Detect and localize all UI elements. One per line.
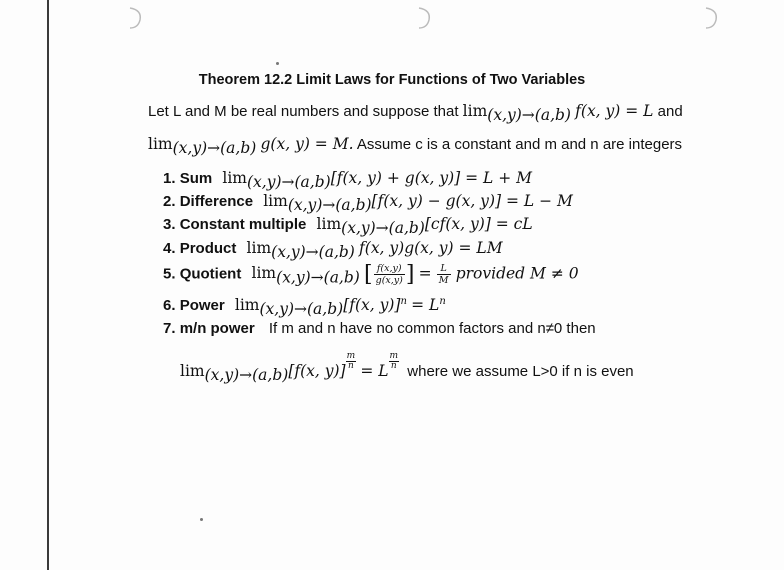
law-expression: [f(x, y) − g(x, y)] = L − M [371,192,573,210]
bracket-open: [ [364,262,373,287]
law-name: m/n power [179,320,255,337]
intro-line-1 [148,102,683,124]
fraction-denominator: g(x,y) [375,275,403,286]
exponent: n [400,296,407,307]
fraction-denominator: M [438,275,449,286]
law-expression: [f(x, y) + g(x, y)] = L + M [330,169,533,187]
formula-condition: where we assume L>0 if n is even [407,363,634,380]
speck [276,62,279,65]
punch-hole-icon [415,6,433,30]
formula-expression: [f(x, y)] [288,362,346,380]
law-number: 4. [163,240,176,257]
exponent-denominator: n [390,361,397,371]
law-condition: provided M ≠ 0 [455,264,579,283]
fractional-exponent [389,352,400,371]
law-power [163,296,446,318]
fraction-numerator: f(x,y) [374,263,405,275]
law-sum [163,169,532,191]
lim-subscript: (x,y)→(a,b) [259,300,344,318]
quotient-fraction [374,263,405,286]
law-text: If m and n have no common factors and n≠0 then [268,320,596,337]
law-name: Constant multiple [179,216,307,233]
lim-subscript: (x,y)→(a,b) [271,243,355,261]
fractional-exponent [346,352,357,371]
lim-subscript: (x,y)→(a,b) [172,139,257,157]
lim-subscript: (x,y)→(a,b) [487,106,571,124]
lim-subscript: (x,y)→(a,b) [247,173,331,191]
exponent: n [439,296,446,307]
law-result: = L [411,296,440,314]
exponent-denominator: n [347,361,354,371]
law-expression: f(x, y)g(x, y) = LM [359,239,503,257]
lim-subscript: (x,y)→(a,b) [276,268,360,287]
law-name: Power [179,297,225,314]
intro-text: Assume c is a constant and m and n are integers [356,136,683,153]
exponent-numerator: m [346,351,356,361]
law-number: 6. [163,297,176,314]
law-number: 1. [163,170,176,187]
law-constant-multiple [163,215,533,237]
law-name: Difference [179,193,254,210]
law-number: 2. [163,193,176,210]
lim-operator: lim [148,135,173,153]
punch-hole-icon [126,6,144,30]
lim-operator: lim [180,362,205,380]
law-quotient [163,262,579,287]
limit-expression: g(x, y) = M. [260,135,354,153]
law-number: 7. [163,320,176,337]
speck [200,518,203,521]
theorem-title: Theorem 12.2 Limit Laws for Functions of Two Variables [198,72,586,88]
equals-sign: = [418,264,432,283]
lim-operator: lim [462,102,488,120]
intro-text: and [657,103,683,120]
intro-text: Let L and M be real numbers and suppose that [148,103,459,120]
fraction-numerator: L [437,263,451,275]
lim-operator: lim [263,192,288,210]
law-name: Quotient [179,265,242,283]
intro-line-2 [148,135,682,157]
lim-operator: lim [316,215,342,233]
law-mn-power [163,320,596,337]
lim-subscript: (x,y)→(a,b) [287,196,372,214]
law-number: 3. [163,216,176,233]
mn-power-formula [180,352,634,384]
limit-expression: f(x, y) = L [575,102,654,120]
law-name: Sum [179,170,213,187]
lim-operator: lim [246,239,272,257]
bracket-close: ] [405,262,415,287]
lim-subscript: (x,y)→(a,b) [204,366,289,384]
rhs-fraction [437,263,451,286]
law-expression: [cf(x, y)] = cL [424,215,533,233]
formula-result: = L [360,362,389,380]
law-difference [163,192,573,214]
lim-subscript: (x,y)→(a,b) [341,219,425,237]
law-expression: [f(x, y)] [343,296,401,314]
lim-operator: lim [222,169,247,187]
exponent-numerator: m [389,351,399,361]
lim-operator: lim [234,296,260,314]
law-product [163,239,503,261]
law-name: Product [179,240,237,257]
law-number: 5. [163,265,176,283]
punch-hole-icon [702,6,720,30]
lim-operator: lim [251,264,277,283]
